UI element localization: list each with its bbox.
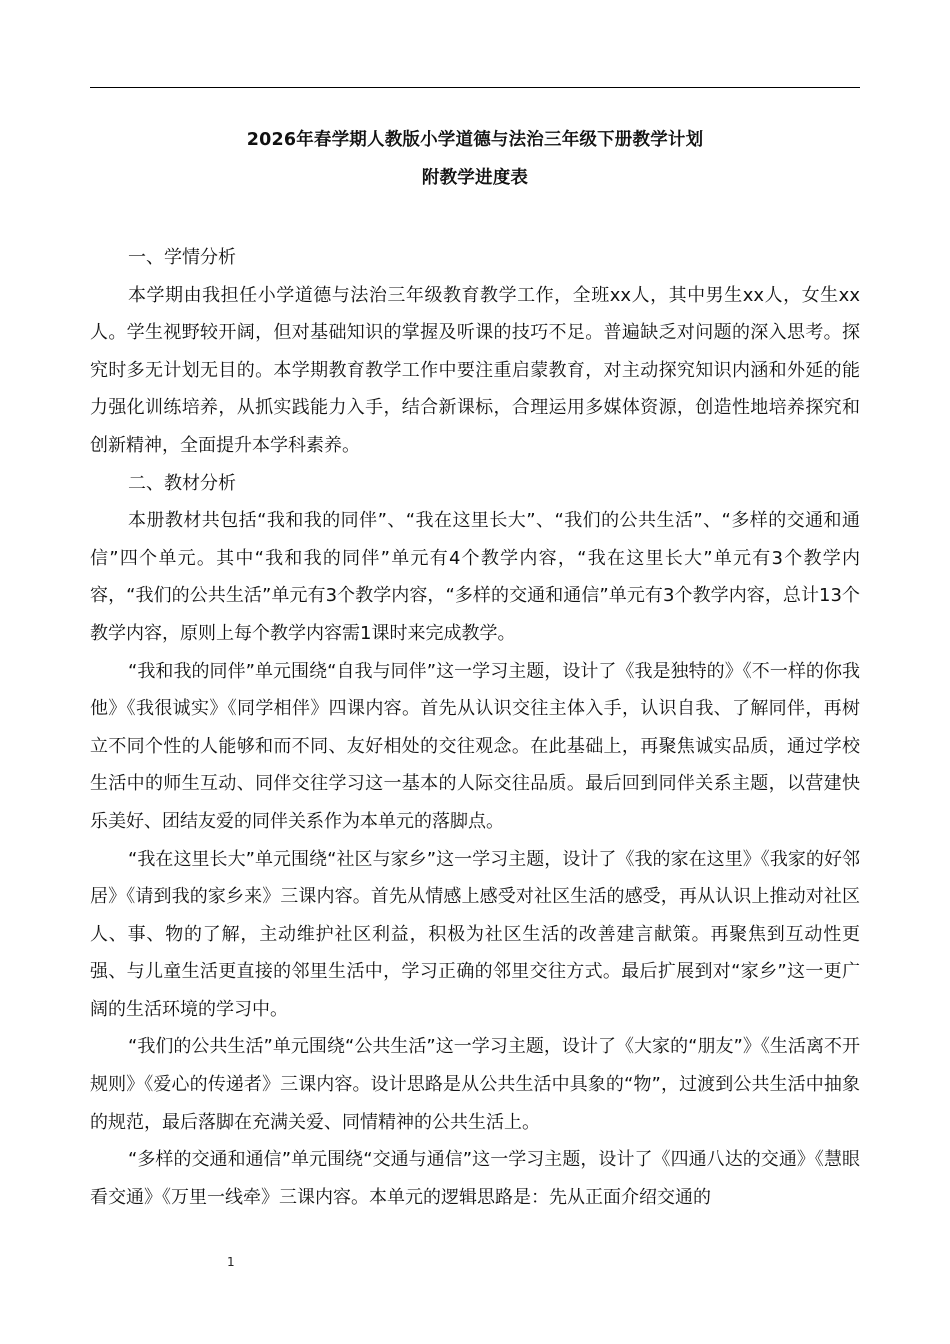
paragraph-unit-1: “我和我的同伴”单元围绕“自我与同伴”这一学习主题，设计了《我是独特的》《不一样的你我他》《我很诚实》《同学相伴》四课内容。首先从认识交往主体入手，认识自我、了解同伴，再树立不同个性的人能够和而不同、友好相处的交往观念。在此基础上，再聚焦诚实品质，通过学校生活中的师生互动、同伴交往学习这一基本的人际交往品质。最后回到同伴关系主题，以营建快乐美好、团结友爱的同伴关系作为本单元的落脚点。 bbox=[90, 660, 860, 832]
document-body bbox=[90, 239, 860, 1216]
paragraph-unit-4: “多样的交通和通信”单元围绕“交通与通信”这一学习主题，设计了《四通八达的交通》《慧眼看交通》《万里一线牵》三课内容。本单元的逻辑思路是：先从正面介绍交通的 bbox=[90, 1149, 860, 1208]
page-number: 1 bbox=[227, 1255, 235, 1269]
section-heading-learning-analysis: 一、学情分析 bbox=[128, 247, 236, 268]
document-title: 2026年春学期人教版小学道德与法治三年级下册教学计划 bbox=[246, 130, 704, 150]
header-rule bbox=[90, 87, 860, 88]
paragraph-unit-3: “我们的公共生活”单元围绕“公共生活”这一学习主题，设计了《大家的“朋友”》《生活离不开规则》《爱心的传递者》三课内容。设计思路是从公共生活中具象的“物”，过渡到公共生活中抽象的规范，最后落脚在充满关爱、同情精神的公共生活上。 bbox=[90, 1036, 860, 1133]
paragraph-textbook-overview: 本册教材共包括“我和我的同伴”、“我在这里长大”、“我们的公共生活”、“多样的交通和通信”四个单元。其中“我和我的同伴”单元有4个教学内容，“我在这里长大”单元有3个教学内容，“我们的公共生活”单元有3个教学内容，“多样的交通和通信”单元有3个教学内容，总计13个教学内容，原则上每个教学内容需1课时来完成教学。 bbox=[90, 510, 860, 644]
document-subtitle: 附教学进度表 bbox=[421, 168, 529, 188]
paragraph-unit-2: “我在这里长大”单元围绕“社区与家乡”这一学习主题，设计了《我的家在这里》《我家的好邻居》《请到我的家乡来》三课内容。首先从情感上感受对社区生活的感受，再从认识上推动对社区人、事、物的了解，主动维护社区利益，积极为社区生活的改善建言献策。再聚焦到互动性更强、与儿童生活更直接的邻里生活中，学习正确的邻里交往方式。最后扩展到对“家乡”这一更广阔的生活环境的学习中。 bbox=[90, 848, 860, 1020]
section-heading-textbook-analysis: 二、教材分析 bbox=[128, 472, 236, 494]
paragraph-learning-analysis: 本学期由我担任小学道德与法治三年级教育教学工作，全班xx人，其中男生xx人，女生xx人。学生视野较开阔，但对基础知识的掌握及听课的技巧不足。普遍缺乏对问题的深入思考。探究时多无计划无目的。本学期教育教学工作中要注重启蒙教育，对主动探究知识内涵和外延的能力强化训练培养，从抓实践能力入手，结合新课标，合理运用多媒体资源，创造性地培养探究和创新精神，全面提升本学科素养。 bbox=[90, 284, 860, 456]
